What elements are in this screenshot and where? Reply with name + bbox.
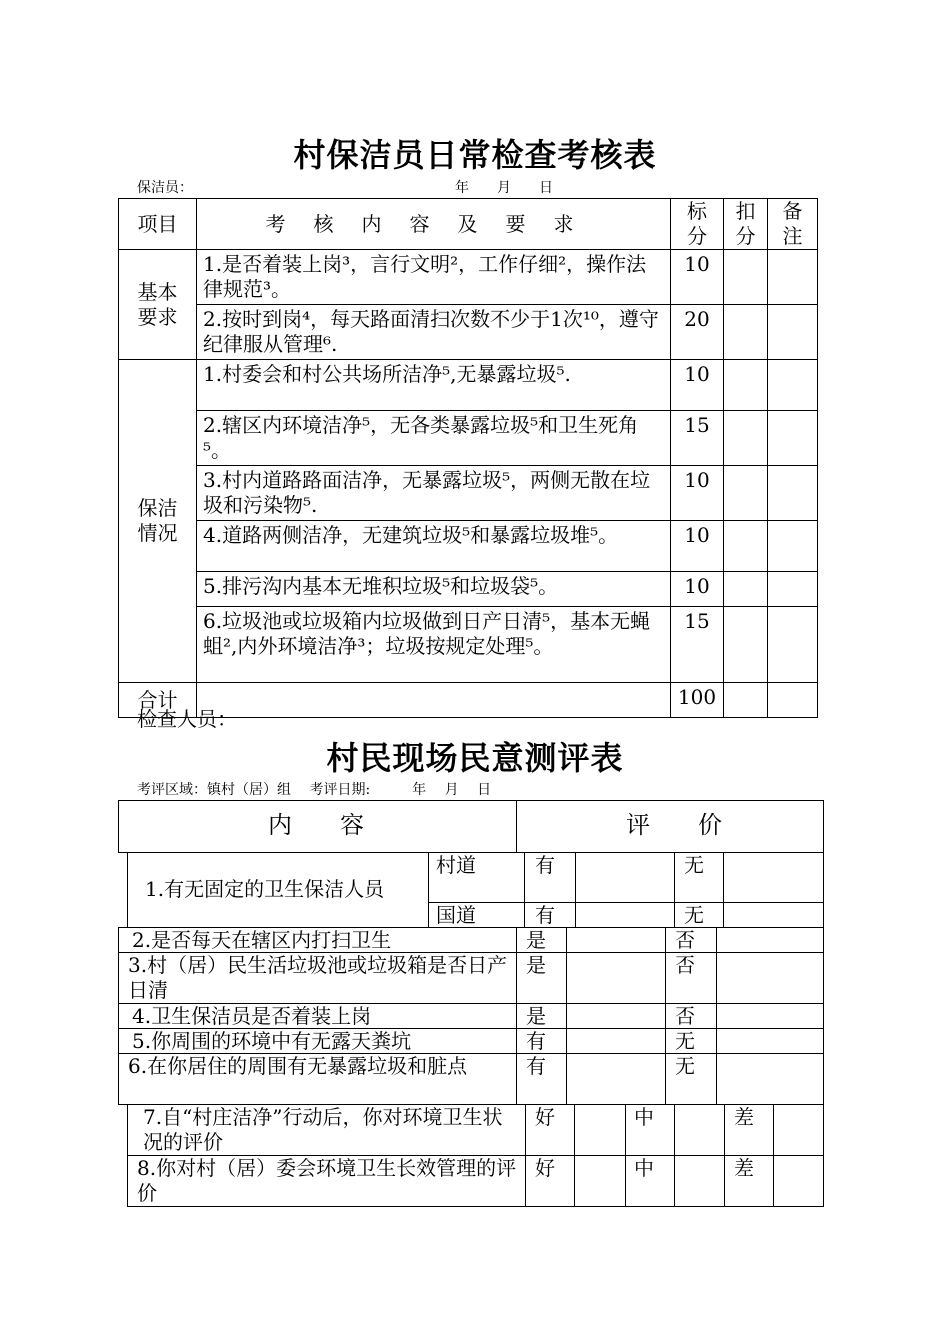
note-cell[interactable] (768, 305, 818, 360)
q3-text: 3.村（居）民生活垃圾池或垃圾箱是否日产日清 (128, 953, 508, 1002)
cleaner-label: 保洁员： (137, 180, 193, 196)
q3-no-check[interactable] (716, 952, 824, 1004)
q1-r2-have: 有 (535, 903, 555, 927)
q2-yes: 是 (526, 928, 546, 952)
note-cell[interactable] (768, 683, 818, 718)
q8-good-check[interactable] (574, 1155, 626, 1207)
q6-text: 6.在你居住的周围有无暴露垃圾和脏点 (128, 1054, 468, 1078)
form2-title: 村民现场民意测评表 (326, 739, 624, 777)
q1-r1-none: 无 (684, 853, 704, 877)
q7-mid-check[interactable] (674, 1104, 725, 1156)
q2-yes-check[interactable] (566, 927, 666, 953)
q4-text: 4.卫生保洁员是否着装上岗 (132, 1004, 372, 1028)
header-content: 考核内容及要求 (197, 199, 671, 250)
inspector-label: 检查人员： (137, 707, 237, 731)
row-text: 5.排污沟内基本无堆积垃圾⁵和垃圾袋⁵。 (197, 572, 671, 607)
q4-no-check[interactable] (716, 1003, 824, 1029)
deduct-cell[interactable] (724, 572, 768, 607)
row-score: 10 (671, 521, 724, 572)
q8-bad: 差 (734, 1156, 754, 1180)
row-text: 2.按时到岗⁴，每天路面清扫次数不少于1次¹⁰，遵守纪律服从管理⁶. (197, 305, 671, 360)
deduct-cell[interactable] (724, 607, 768, 683)
deduct-cell[interactable] (724, 250, 768, 305)
row-text: 6.垃圾池或垃圾箱内垃圾做到日产日清⁵，基本无蝇蛆²,内外环境洁净³；垃圾按规定处理⁵。 (197, 607, 671, 683)
form2-meta: 考评区域：镇村（居）组 考评日期: 年 月 日 (137, 782, 492, 798)
header-note: 备注 (768, 199, 818, 250)
deduct-cell[interactable] (724, 360, 768, 411)
note-cell[interactable] (768, 572, 818, 607)
inspection-table (118, 198, 818, 718)
q8-mid: 中 (634, 1156, 654, 1180)
row-score: 20 (671, 305, 724, 360)
deduct-cell[interactable] (724, 305, 768, 360)
q8-text: 8.你对村（居）委会环境卫生长效管理的评价 (137, 1156, 517, 1205)
row-text: 1.村委会和村公共场所洁净⁵,无暴露垃圾⁵. (197, 360, 671, 411)
q6-no-check[interactable] (716, 1053, 824, 1105)
q4-yes-check[interactable] (566, 1003, 666, 1029)
header-score: 标分 (671, 199, 724, 250)
q7-mid: 中 (634, 1105, 654, 1129)
row-text: 4.道路两侧洁净，无建筑垃圾⁵和暴露垃圾堆⁵。 (197, 521, 671, 572)
q5-text: 5.你周围的环境中有无露天粪坑 (132, 1029, 412, 1053)
q5-have: 有 (526, 1029, 546, 1053)
total-score: 100 (671, 683, 724, 718)
q7-good-check[interactable] (574, 1104, 626, 1156)
q3-yes: 是 (526, 953, 546, 977)
q2-no: 否 (675, 928, 695, 952)
q5-yes-check[interactable] (566, 1028, 666, 1054)
row-score: 15 (671, 411, 724, 466)
note-cell[interactable] (768, 250, 818, 305)
total-blank (197, 683, 671, 718)
q3-no: 否 (675, 953, 695, 977)
q8-good: 好 (535, 1156, 555, 1180)
q6-yes-check[interactable] (566, 1053, 666, 1105)
q5-no-check[interactable] (716, 1028, 824, 1054)
row-text: 1.是否着装上岗³，言行文明²，工作仔细²，操作法律规范³。 (197, 250, 671, 305)
q1-text: 1.有无固定的卫生保洁人员 (145, 877, 385, 901)
group-cleaning: 保洁情况 (119, 360, 197, 683)
deduct-cell[interactable] (724, 466, 768, 521)
q7-text: 7.自“村庄洁净”行动后，你对环境卫生状况的评价 (143, 1105, 503, 1154)
q2-no-check[interactable] (716, 927, 824, 953)
deduct-cell[interactable] (724, 683, 768, 718)
row-score: 15 (671, 607, 724, 683)
deduct-cell[interactable] (724, 411, 768, 466)
q7-bad: 差 (734, 1105, 754, 1129)
q6-none: 无 (675, 1054, 695, 1078)
note-cell[interactable] (768, 521, 818, 572)
q4-yes: 是 (526, 1004, 546, 1028)
total-label: 合计 (119, 683, 197, 718)
q8-bad-check[interactable] (773, 1155, 824, 1207)
survey-header-eval: 评 价 (626, 811, 722, 839)
note-cell[interactable] (768, 360, 818, 411)
q1-r1-none-check[interactable] (723, 852, 824, 903)
row-text: 2.辖区内环境洁净⁵，无各类暴露垃圾⁵和卫生死角⁵。 (197, 411, 671, 466)
row-score: 10 (671, 250, 724, 305)
q3-yes-check[interactable] (566, 952, 666, 1004)
row-score: 10 (671, 572, 724, 607)
group-basic: 基本要求 (119, 250, 197, 360)
q1-r1-have: 有 (535, 853, 555, 877)
q1-road2: 国道 (436, 903, 476, 927)
q1-r2-have-check[interactable] (575, 902, 675, 928)
note-cell[interactable] (768, 607, 818, 683)
q1-r2-none: 无 (684, 903, 704, 927)
q1-r2-none-check[interactable] (723, 902, 824, 928)
row-text: 3.村内道路路面洁净，无暴露垃圾⁵，两侧无散在垃圾和污染物⁵. (197, 466, 671, 521)
note-cell[interactable] (768, 411, 818, 466)
q7-good: 好 (535, 1105, 555, 1129)
header-item: 项目 (119, 199, 197, 250)
q5-none: 无 (675, 1029, 695, 1053)
q1-road1: 村道 (436, 853, 476, 877)
row-score: 10 (671, 360, 724, 411)
form1-title: 村保洁员日常检查考核表 (293, 136, 657, 174)
header-deduct: 扣分 (724, 199, 768, 250)
date-label: 年 月 日 (455, 180, 553, 196)
q7-bad-check[interactable] (773, 1104, 824, 1156)
q4-no: 否 (675, 1004, 695, 1028)
q1-r1-have-check[interactable] (575, 852, 675, 903)
survey-header-content: 内 容 (268, 811, 364, 839)
q2-text: 2.是否每天在辖区内打扫卫生 (132, 928, 392, 952)
q8-mid-check[interactable] (674, 1155, 725, 1207)
deduct-cell[interactable] (724, 521, 768, 572)
row-score: 10 (671, 466, 724, 521)
note-cell[interactable] (768, 466, 818, 521)
q6-have: 有 (526, 1054, 546, 1078)
